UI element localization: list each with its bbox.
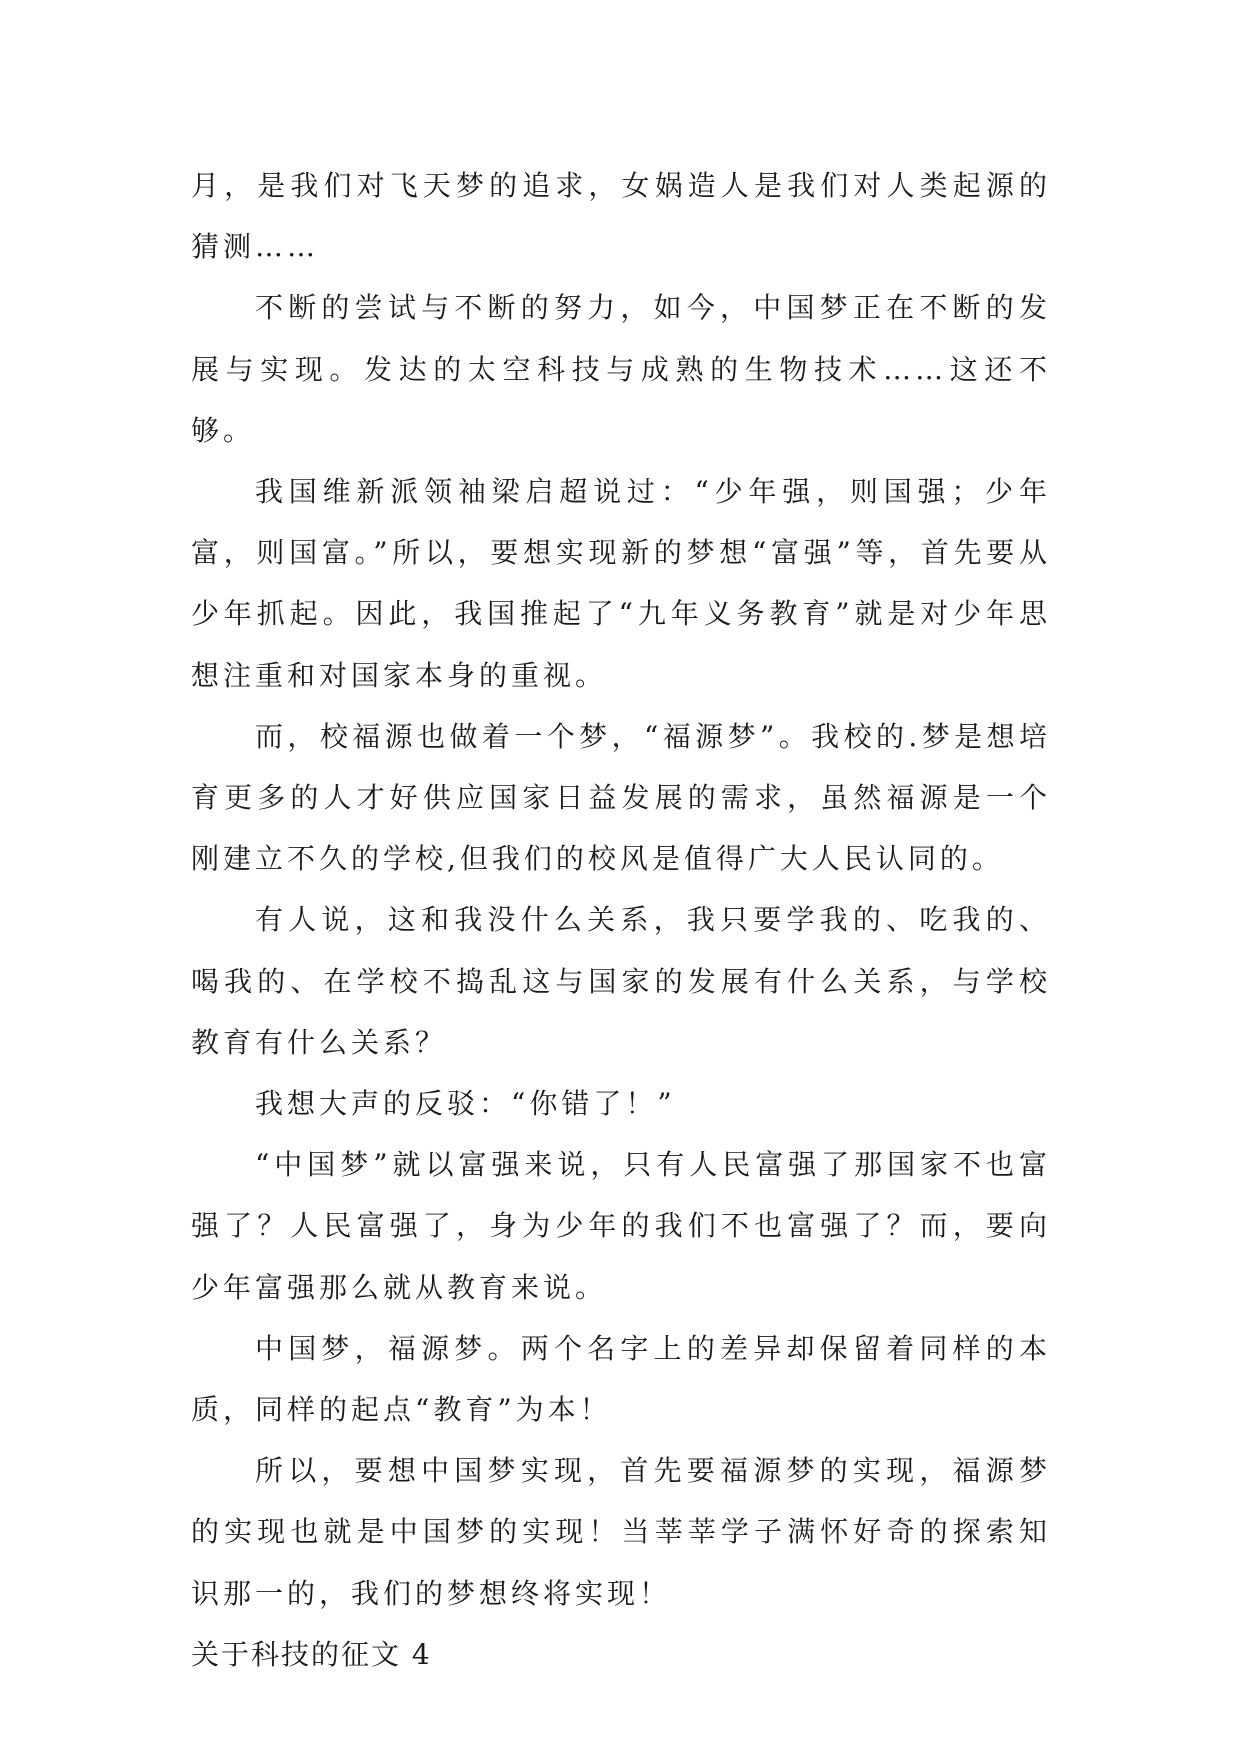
paragraph-8: 中国梦，福源梦。两个名字上的差异却保留着同样的本质，同样的起点“教育”为本！ xyxy=(191,1331,1051,1427)
document-body xyxy=(191,155,1051,1685)
paragraph-9: 所以，要想中国梦实现，首先要福源梦的实现，福源梦的实现也就是中国梦的实现！当莘莘学子满怀好奇的探索知识那一的，我们的梦想终将实现！ xyxy=(191,1454,1051,1610)
paragraph-2: 不断的尝试与不断的努力，如今，中国梦正在不断的发展与实现。发达的太空科技与成熟的生物技术……这还不够。 xyxy=(191,291,1051,447)
paragraph-1: 月，是我们对飞天梦的追求，女娲造人是我们对人类起源的猜测…… xyxy=(191,169,1051,264)
paragraph-7: “中国梦”就以富强来说，只有人民富强了那国家不也富强了？人民富强了，身为少年的我们不也富强了？而，要向少年富强那么就从教育来说。 xyxy=(191,1148,1051,1304)
paragraph-4: 而，校福源也做着一个梦，“福源梦”。我校的.梦是想培育更多的人才好供应国家日益发展的需求，虽然福源是一个刚建立不久的学校,但我们的校风是值得广大人民认同的。 xyxy=(191,719,1051,876)
paragraph-6: 我想大声的反驳：“你错了！” xyxy=(255,1087,676,1121)
paragraph-5: 有人说，这和我没什么关系，我只要学我的、吃我的、喝我的、在学校不捣乱这与国家的发展有什么关系，与学校教育有什么关系？ xyxy=(191,903,1051,1059)
section-heading: 关于科技的征文 4 xyxy=(191,1637,432,1671)
paragraph-3: 我国维新派领袖梁启超说过：“少年强，则国强；少年富，则国富。”所以，要想实现新的梦想“富强”等，首先要从少年抓起。因此，我国推起了“九年义务教育”就是对少年思想注重和对国家本身的重视。 xyxy=(191,475,1051,692)
